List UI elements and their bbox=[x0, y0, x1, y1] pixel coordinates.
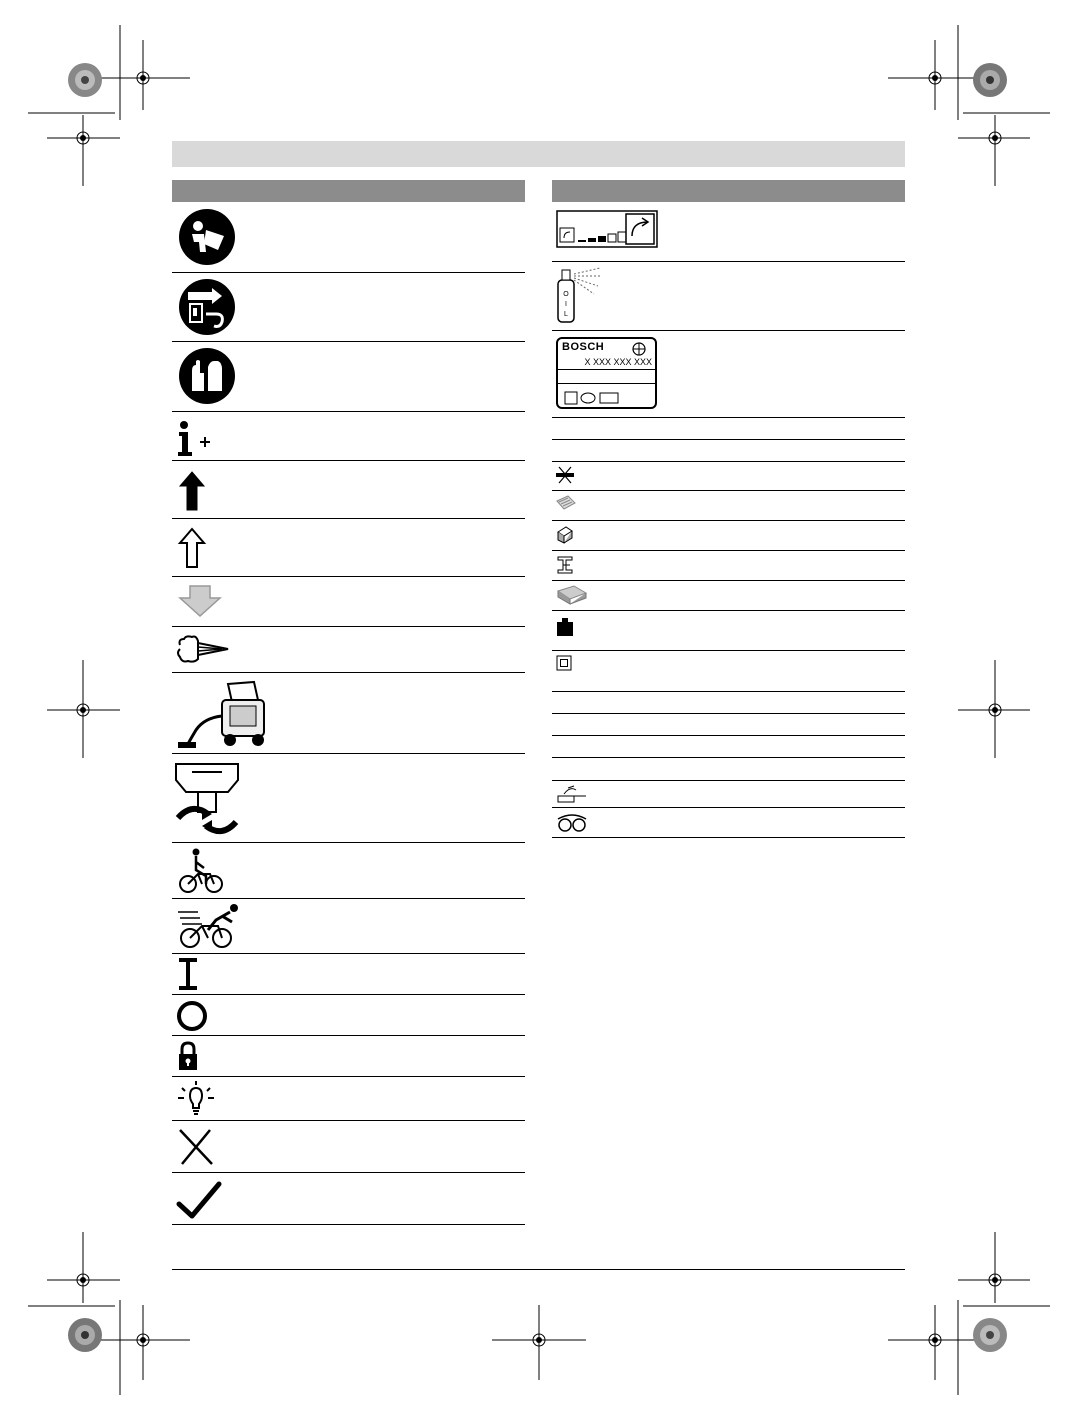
row-divider bbox=[552, 520, 905, 521]
laminate-icon bbox=[556, 585, 588, 605]
left-column-header bbox=[172, 180, 525, 202]
read-manual-icon bbox=[178, 208, 236, 266]
plastic-icon bbox=[556, 526, 574, 544]
row-divider bbox=[172, 1035, 525, 1036]
globe-icon bbox=[632, 342, 646, 356]
page-header-bar bbox=[172, 141, 905, 167]
row-divider bbox=[552, 713, 905, 714]
arrow-up-filled-icon bbox=[176, 470, 208, 512]
type-plate-number: X XXX XXX XXX bbox=[584, 357, 652, 367]
row-divider bbox=[552, 580, 905, 581]
row-divider bbox=[172, 842, 525, 843]
row-divider bbox=[552, 735, 905, 736]
row-divider bbox=[552, 261, 905, 262]
row-divider bbox=[552, 550, 905, 551]
saw-blade-icon bbox=[556, 784, 588, 804]
row-divider bbox=[552, 837, 905, 838]
lamp-icon bbox=[176, 1080, 216, 1118]
row-divider bbox=[172, 1224, 525, 1225]
svg-text:I: I bbox=[565, 301, 567, 308]
row-divider bbox=[172, 753, 525, 754]
row-divider bbox=[172, 672, 525, 673]
row-divider bbox=[172, 1172, 525, 1173]
wear-gloves-icon bbox=[178, 347, 236, 405]
row-divider bbox=[552, 610, 905, 611]
switch-on-icon bbox=[177, 958, 199, 990]
right-column-header bbox=[552, 180, 905, 202]
svg-text:O: O bbox=[563, 291, 569, 298]
metal-profile-icon bbox=[556, 555, 574, 575]
row-divider bbox=[172, 626, 525, 627]
wood-icon bbox=[556, 495, 576, 513]
row-divider bbox=[172, 518, 525, 519]
row-divider bbox=[552, 780, 905, 781]
lock-icon bbox=[177, 1040, 199, 1072]
certification-marks-icon bbox=[564, 391, 620, 405]
info-plus-icon bbox=[176, 420, 216, 458]
row-divider bbox=[552, 330, 905, 331]
type-plate-icon bbox=[556, 337, 657, 409]
row-divider bbox=[172, 953, 525, 954]
svg-text:L: L bbox=[564, 311, 568, 318]
row-divider bbox=[552, 439, 905, 440]
oil-spray-icon bbox=[556, 266, 606, 324]
row-divider bbox=[172, 411, 525, 412]
row-divider bbox=[552, 417, 905, 418]
rotation-blocked-icon bbox=[172, 758, 242, 840]
row-divider bbox=[172, 460, 525, 461]
row-divider bbox=[172, 341, 525, 342]
row-divider bbox=[172, 576, 525, 577]
row-divider bbox=[552, 461, 905, 462]
protection-class-icon bbox=[556, 655, 572, 671]
row-divider bbox=[552, 691, 905, 692]
dust-extraction-icon bbox=[174, 633, 232, 667]
weight-icon bbox=[556, 617, 574, 637]
check-icon bbox=[176, 1180, 222, 1220]
row-divider bbox=[552, 490, 905, 491]
switch-off-icon bbox=[176, 1000, 208, 1032]
type-plate-divider bbox=[558, 369, 655, 370]
unplug-icon bbox=[178, 278, 236, 336]
row-divider bbox=[552, 650, 905, 651]
speed-level-icon bbox=[556, 210, 658, 248]
cross-icon bbox=[178, 1128, 214, 1166]
row-divider bbox=[172, 898, 525, 899]
row-divider bbox=[172, 994, 525, 995]
cyclist-slow-icon bbox=[176, 848, 226, 894]
cyclist-fast-icon bbox=[176, 902, 244, 950]
row-divider bbox=[552, 757, 905, 758]
type-plate-divider bbox=[558, 383, 655, 384]
row-divider bbox=[172, 1076, 525, 1077]
row-divider bbox=[172, 1120, 525, 1121]
eye-protection-icon bbox=[556, 811, 588, 833]
type-plate-brand: BOSCH bbox=[562, 341, 605, 353]
arrow-down-gray-icon bbox=[178, 584, 222, 618]
row-divider bbox=[552, 807, 905, 808]
footer-rule bbox=[172, 1269, 905, 1270]
cut-depth-icon bbox=[556, 466, 574, 484]
row-divider bbox=[172, 272, 525, 273]
vacuum-cleaner-icon bbox=[174, 678, 270, 750]
arrow-up-outline-icon bbox=[176, 527, 208, 569]
